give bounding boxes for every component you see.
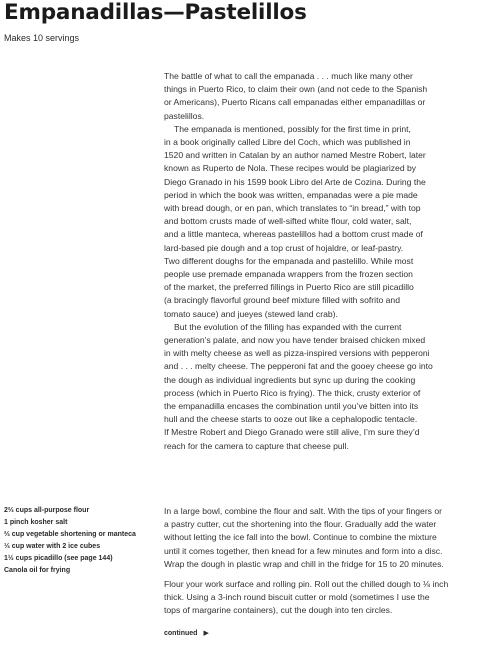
intro-line: lard-based pie dough and a top crust of hojaldre, or leaf-pastry. (164, 242, 404, 253)
intro-line: the dough as individual ingredients but sync up during the cooking (164, 374, 416, 385)
intro-line: the empanadilla encases the combination until you’ve bitten into its (164, 401, 419, 412)
intro-line: The empanada is mentioned, possibly for the first time in print, (174, 123, 411, 134)
step-line: In a large bowl, combine the flour and salt. With the tips of your fingers or (164, 506, 443, 516)
intro-line: in with melty cheese as well as pizza-inspired versions with pepperoni (164, 348, 430, 359)
step-line: a pastry cutter, cut the shortening into the flour. Gradually add the water (164, 519, 437, 530)
continued-link[interactable] (164, 629, 209, 639)
ingredient-item: ⅔ cup vegetable shortening or manteca (4, 531, 136, 538)
step-line: tops of margarine containers), cut the dough into ten circles. (164, 605, 393, 616)
triangle-right-icon: ▶ (203, 630, 209, 637)
intro-line: and bottom crusts made of well-sifted white flour, cold water, salt, (164, 216, 412, 227)
intro-line: process (which in Puerto Rico is frying). The thick, crusty exterior of (164, 387, 421, 398)
ingredient-item: Canola oil for frying (4, 567, 71, 574)
ingredients-list (4, 506, 154, 578)
intro-line: If Mestre Robert and Diego Granado were still alive, I’m sure they’d (164, 427, 420, 438)
intro-line: and . . . melty cheese. The pepperoni fat and the gooey cheese go into (164, 361, 433, 372)
step-line: until it comes together, then knead for a few minutes and form into a disc. (164, 545, 443, 556)
intro-line: known as Ruperto de Nola. These recipes would be plagiarized by (164, 163, 417, 174)
method-step-2 (164, 578, 476, 618)
intro-line: (a bracingly flavorful ground beef mixture filled with sofrito and (164, 295, 400, 306)
intro-line: The battle of what to call the empanada . . . much like many other (164, 71, 413, 81)
step-line: without letting the ice fall into the bowl. Continue to combine the mixture (164, 532, 437, 543)
step-line: thick. Using a 3-inch round biscuit cutter or mold (sometimes I use the (164, 592, 430, 603)
intro-line: hull and the cheese starts to ooze out like a cephalopodic tentacle. (164, 414, 418, 425)
intro-line: reach for the camera to capture that cheese pull. (164, 440, 349, 451)
intro-line: things in Puerto Rico, to claim their own (and not cede to the Spanish (164, 84, 428, 95)
method-step-1 (164, 505, 476, 571)
intro-line: people use premade empanada wrappers from the frozen section (164, 269, 413, 280)
servings-note: Makes 10 servings (4, 33, 80, 43)
recipe-title: Empanadillas—Pastelillos (4, 0, 307, 25)
intro-line: of the market, the preferred fillings in Puerto Rico are still picadillo (164, 282, 414, 293)
intro-text (164, 70, 476, 453)
continued-label: continued (164, 630, 198, 637)
ingredient-item: 2⅔ cups all-purpose flour (4, 507, 90, 514)
intro-line: or Americans), Puerto Ricans call empanadas either empanadillas or (164, 97, 426, 108)
intro-line: period in which the book was written, empanadas were a pie made (164, 189, 418, 200)
intro-line: tomato sauce) and jueyes (stewed land crab). (164, 308, 338, 319)
intro-line: generation’s palate, and now you have tender braised chicken mixed (164, 335, 426, 346)
intro-line: with bread dough, or en pan, which translates to “in bread,” with top (164, 203, 421, 214)
intro-line: pastelillos. (164, 110, 205, 121)
intro-line: But the evolution of the filling has expanded with the current (174, 321, 402, 332)
ingredient-item: 1 pinch kosher salt (4, 519, 68, 526)
intro-line: 1520 and written in Catalan by an author named Mestre Robert, later (164, 150, 426, 161)
step-line: Wrap the dough in plastic wrap and chill in the fridge for 15 to 20 minutes. (164, 558, 444, 569)
method-steps (164, 505, 476, 618)
step-line: Flour your work surface and rolling pin. Roll out the chilled dough to ⅛ inch (164, 579, 449, 590)
ingredient-item: 1½ cups picadillo (see page 144) (4, 555, 113, 562)
intro-line: Diego Granado in his 1599 book Libro del Arte de Cozina. During the (164, 176, 426, 187)
intro-line: and a little manteca, whereas pastelillos had a bottom crust made of (164, 229, 423, 240)
ingredient-item: ⅓ cup water with 2 ice cubes (4, 543, 101, 550)
intro-line: Two different doughs for the empanada and pastelillo. While most (164, 255, 414, 266)
intro-line: in a book originally called Libre del Coch, which was published in (164, 137, 411, 148)
